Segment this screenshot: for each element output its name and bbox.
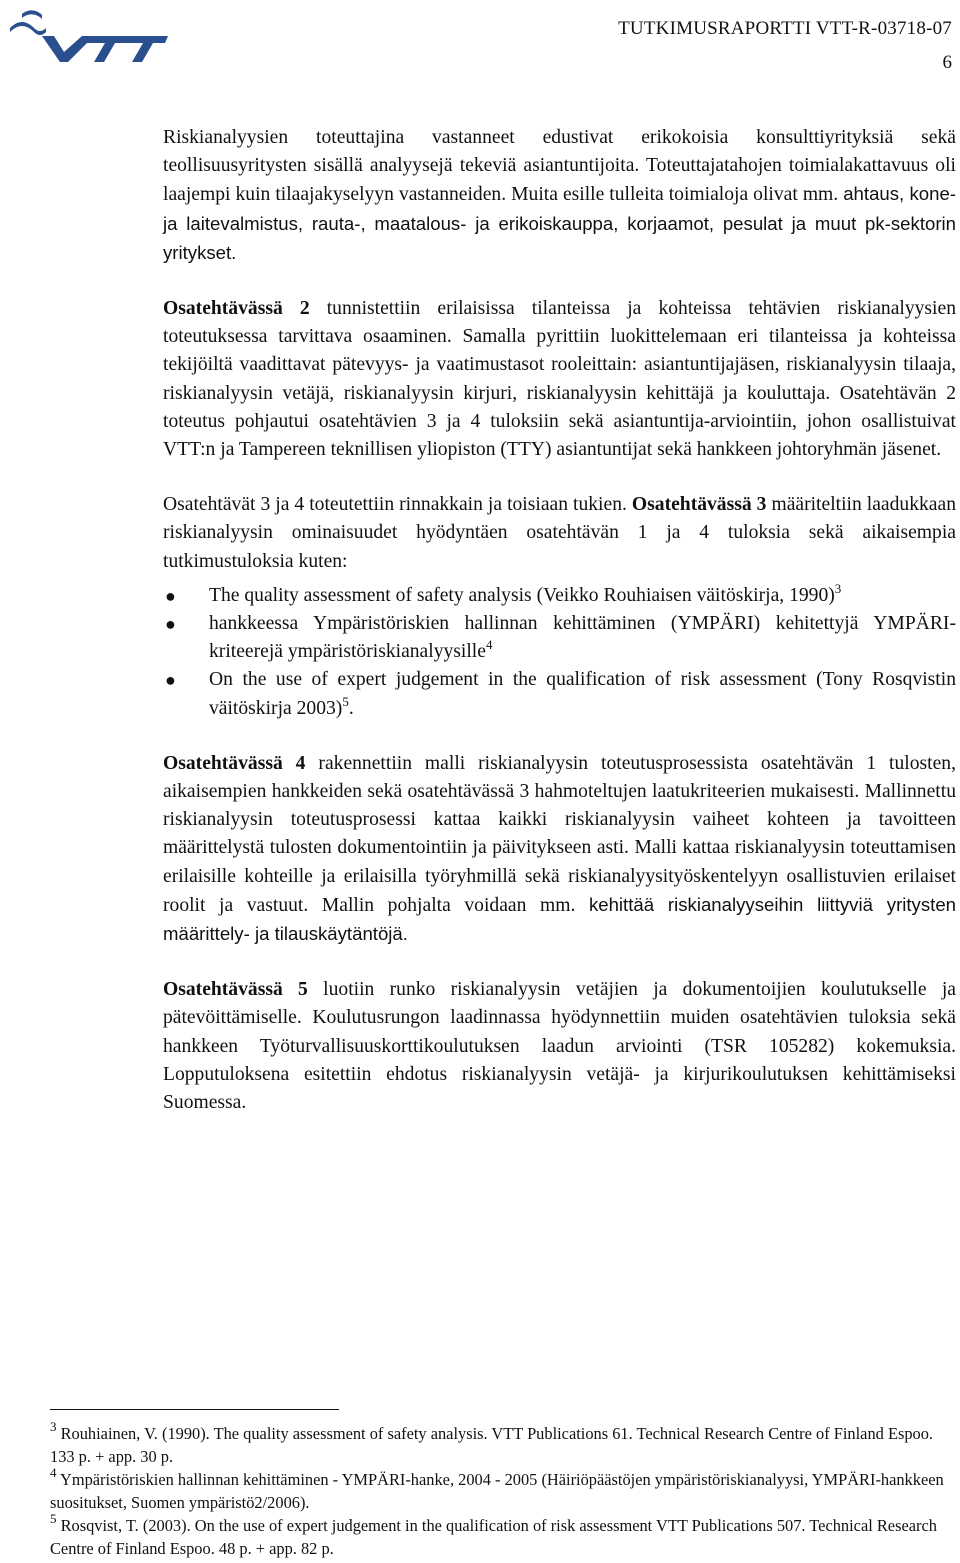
list-item: ● hankkeessa Ympäristöriskien hallinnan kehittäminen (YMPÄRI) kehitettyjä YMPÄRI-kriteerejä ympäristöriskianalyysille$^4$ (163, 610, 956, 666)
footnote-5: $^5$ Rosqvist, T. (2003). On the use of expert judgement in the qualification of risk assessment VTT Publications 507. Technical Research Centre of Finland Espoo. 48 p. + app. 82 p. (50, 1511, 937, 1558)
footnote-3: $^3$ Rouhiainen, V. (1990). The quality assessment of safety analysis. VTT Publications 61. Technical Research Centre of Finland Espoo. 133 p. + app. 30 p. (50, 1419, 934, 1466)
bullet-icon: ● (165, 585, 176, 606)
footnote-ref: 5 (342, 693, 349, 709)
subtask-5-heading: Osatehtävässä 5 (163, 979, 308, 1001)
paragraph-1: Riskianalyysien toteuttajina vastanneet edustivat erikokoisia konsulttiyrityksiä sekä teollisuusyritysten sisällä analyysejä tekeviä asiantuntijoita. Toteuttajatahojen toimialakattavuus oli laajempi kuin tilaajakyselyyn vastanneiden. Muita esille tulleita toimialoja olivat mm. ahtaus, kone- ja laitevalmistus, rauta-, maatalous- ja erikoiskauppa, korjaamot, pesulat ja muut pk-sektorin yritykset. (163, 127, 957, 263)
subtask-3-heading: Osatehtävässä 3 (631, 494, 767, 516)
bullet-list (163, 582, 956, 723)
bullet-icon: ● (165, 614, 176, 635)
list-item: ● The quality assessment of safety analysis (Veikko Rouhiaisen väitöskirja, 1990)$^3$ (163, 582, 956, 610)
paragraph-5: Osatehtävässä 4 rakennettiin malli riskianalyysin toteutusprosessista osatehtävän 1 tulosten, aikaisempien hankkeiden sekä osatehtävässä 3 hahmoteltujen laatukriteerien mukaisesti. Mallinnettu riskianalyysin toteutusprosessi kattaa kaikki riskianalyysin vaiheet kohteen ja tavoitteen määrittelystä tulosten dokumentointiin ja päivitykseen asti. Malli kattaa riskianalyysin toteuttamisen erilaisille kohteille ja erilaisilla työryhmillä sekä riskianalyysityöskentelyyn osallistuvien erilaiset roolit ja vastuut. Mallin pohjalta voidaan mm. kehittää riskianalyyseihin liittyviä yritysten määrittely- ja tilauskäytäntöjä. (163, 752, 957, 945)
footnotes (50, 1419, 950, 1560)
footnote-4: $^4$ Ympäristöriskien hallinnan kehittäminen - YMPÄRI-hanke, 2004 - 2005 (Häiriöpäästöjen ympäristöriskianalyysi, YMPÄRI-hankkeen suositukset, Suomen ympäristö2/2006). (50, 1465, 944, 1512)
report-body (163, 124, 956, 1144)
paragraph-2: Osatehtävässä 2 tunnistettiin erilaisissa tilanteissa ja kohteissa tehtävien riskianalyysien toteutuksessa tarvittava osaaminen. Samalla pyrittiin luokittelemaan eri tilanteissa ja kohteissa tekijöiltä vaadittavat pätevyys- ja vaatimustasot rooleittain: asiantuntijajäsen, riskianalyysin tilaaja, riskianalyysin vetäjä, riskianalyysin kirjuri, riskianalyysin kehittäjä ja kouluttaja. Osatehtävän 2 toteutus pohjautui osatehtävien 3 ja 4 tuloksiin sekä asiantuntija-arviointiin, johon osallistuivat VTT:n ja Tampereen teknillisen yliopiston (TTY) asiantuntijat sekä hankkeen johtoryhmän jäsenet. (163, 298, 956, 461)
footnote-ref: 3 (834, 580, 842, 596)
footnote-ref: 4 (485, 637, 493, 653)
bullet-icon: ● (165, 670, 176, 691)
paragraph-6: Osatehtävässä 5 luotiin runko riskianalyysin vetäjien ja dokumentoijien koulutukselle ja pätevöittämiselle. Koulutusrungon laadinnassa hyödynnettiin muiden osatehtävien tuloksia sekä hankkeen Työturvallisuuskorttikoulutuksen laadun arviointi (TSR 105282) kokemuksia. Lopputuloksena esitettiin ehdotus riskianalyysin vetäjä- ja kirjurikoulutuksen kehittämiseksi Suomessa. (163, 979, 956, 1114)
footnote-divider (50, 1409, 339, 1410)
page-number: 6 (942, 52, 952, 73)
report-identifier: TUTKIMUSRAPORTTI VTT-R-03718-07 (618, 18, 952, 39)
vtt-logo (8, 6, 168, 66)
paragraph-3: Osatehtävät 3 ja 4 toteutettiin rinnakkain ja toisiaan tukien. Osatehtävässä 3 määriteltiin laadukkaan riskianalyysin ominaisuudet hyödyntäen osatehtävän 1 ja 4 tuloksia sekä aikaisempia tutkimustuloksia kuten: (163, 494, 956, 572)
subtask-4-heading: Osatehtävässä 4 (163, 752, 306, 774)
list-item: ● On the use of expert judgement in the qualification of risk assessment (Tony Rosqvistin väitöskirja 2003)$^5$. (163, 666, 956, 722)
subtask-2-heading: Osatehtävässä 2 (163, 298, 310, 320)
